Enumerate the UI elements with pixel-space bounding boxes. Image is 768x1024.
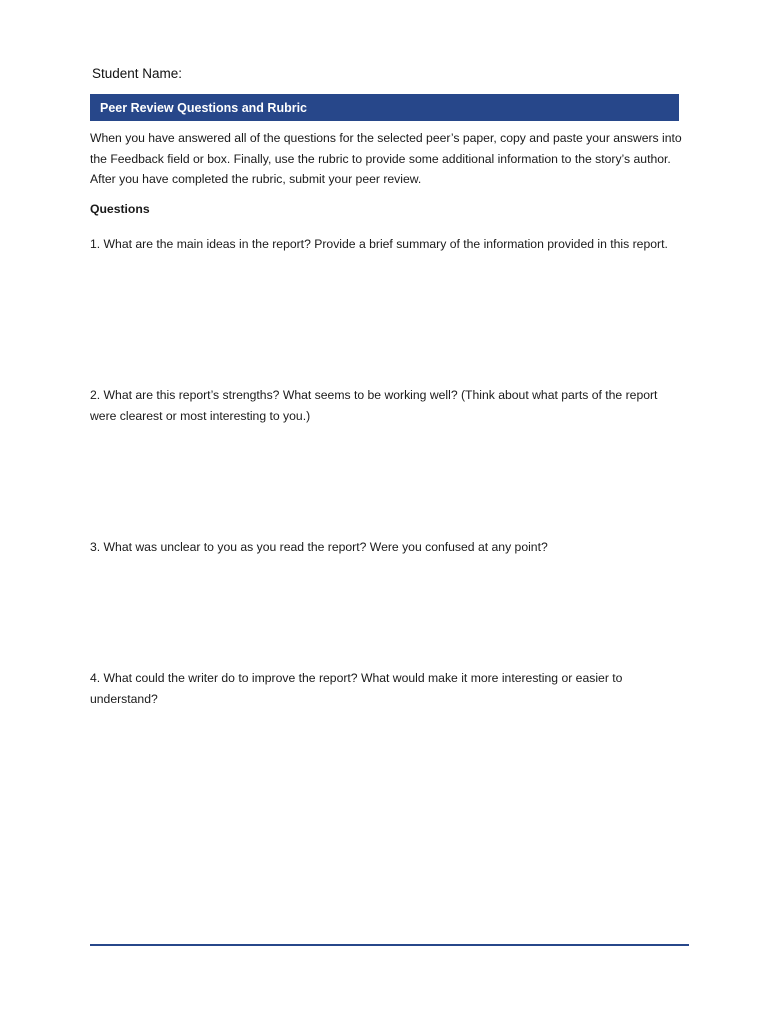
student-name-label: Student Name: — [92, 66, 183, 81]
question-3: 3. What was unclear to you as you read the report? Were you confused at any point? — [90, 540, 548, 554]
questions-heading: Questions — [90, 202, 150, 216]
question-4: 4. What could the writer do to improve the report? What would make it more interesting or easier to understand? — [90, 671, 623, 706]
question-2: 2. What are this report’s strengths? What seems to be working well? (Think about what parts of the report were clearest or most interesting to you.) — [90, 388, 658, 423]
footer-divider — [90, 944, 689, 946]
intro-paragraph: When you have answered all of the questions for the selected peer’s paper, copy and paste your answers into the Feedback field or box. Finally, use the rubric to provide some additional information to the story’s author. After you have completed the rubric, submit your peer review. — [90, 131, 682, 186]
section-title-bar: Peer Review Questions and Rubric — [90, 94, 679, 121]
question-1: 1. What are the main ideas in the report? Provide a brief summary of the information provided in this report. — [90, 237, 668, 251]
